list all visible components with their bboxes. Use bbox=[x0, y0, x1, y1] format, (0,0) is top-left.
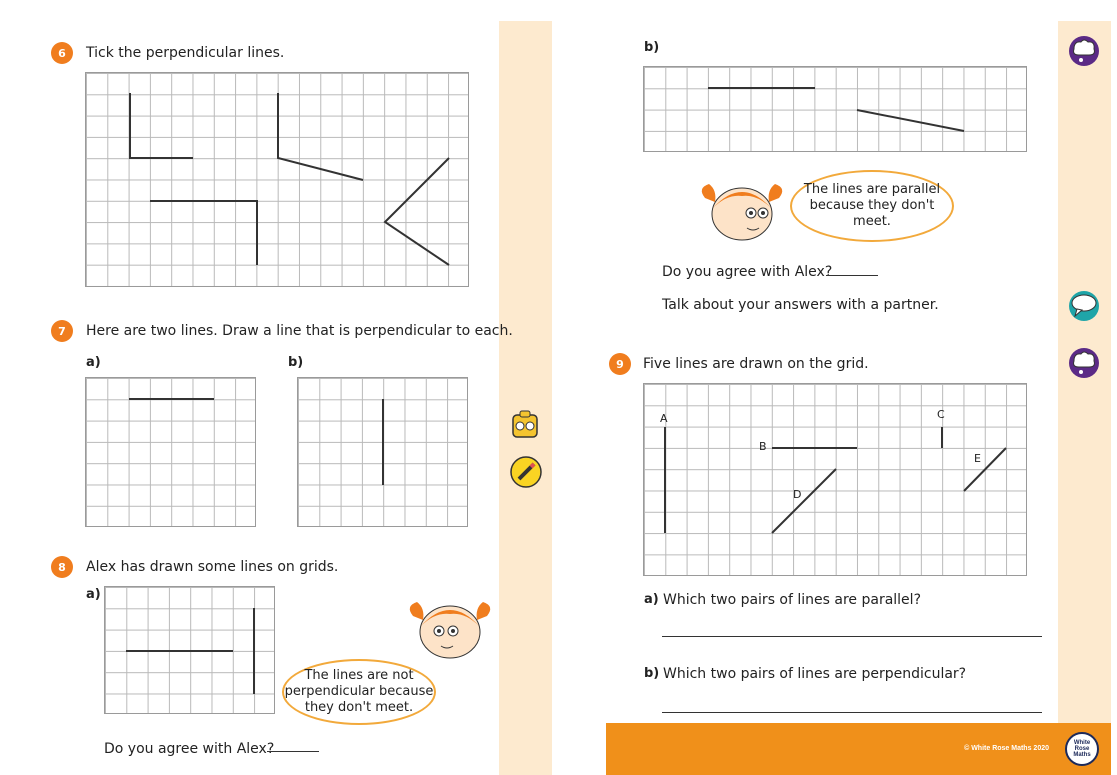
q7a-grid[interactable] bbox=[85, 377, 256, 527]
q7a-lines bbox=[86, 378, 257, 528]
alex-character-a bbox=[405, 598, 495, 660]
q9-line-d bbox=[772, 469, 836, 533]
q7-part-a-label: a) bbox=[86, 355, 101, 370]
q6-line-pair-2 bbox=[278, 93, 363, 180]
think-bubble-icon bbox=[1067, 34, 1101, 68]
alex-speech-bubble-b: The lines are parallel because they don't meet. bbox=[790, 170, 954, 242]
q9a-answer-line[interactable] bbox=[662, 636, 1042, 637]
q9-label-d: D bbox=[793, 488, 802, 501]
q8b-line-2 bbox=[857, 110, 964, 131]
q6-lines bbox=[86, 73, 470, 288]
pencil-icon bbox=[509, 455, 543, 489]
left-margin-strip bbox=[499, 21, 552, 775]
q8b-grid bbox=[643, 66, 1027, 152]
q9-part-b-question: Which two pairs of lines are perpendicular? bbox=[663, 666, 967, 682]
q7b-lines bbox=[298, 378, 469, 528]
alex-character-b bbox=[697, 180, 787, 242]
q9-line-e bbox=[964, 448, 1006, 491]
question-number-8: 8 bbox=[51, 556, 73, 578]
q6-line-pair-3 bbox=[150, 201, 257, 265]
q8-part-a-label: a) bbox=[86, 587, 101, 602]
q6-line-pair-1 bbox=[130, 93, 193, 158]
q8-part-b-label: b) bbox=[644, 40, 660, 55]
q9-label-b: B bbox=[759, 440, 767, 453]
q8a-grid bbox=[104, 586, 275, 714]
footer-copyright: © White Rose Maths 2020 bbox=[964, 745, 1049, 752]
q9-part-a-question: Which two pairs of lines are parallel? bbox=[663, 592, 921, 608]
q9-label-c: C bbox=[937, 408, 945, 421]
question-7-text: Here are two lines. Draw a line that is perpendicular to each. bbox=[86, 323, 513, 339]
q6-grid bbox=[85, 72, 469, 287]
question-number-9: 9 bbox=[609, 353, 631, 375]
question-number-7: 7 bbox=[51, 320, 73, 342]
q8-talk-instruction: Talk about your answers with a partner. bbox=[662, 297, 939, 313]
activity-dice-icon bbox=[509, 409, 541, 441]
q8a-agree-question: Do you agree with Alex? bbox=[104, 741, 275, 757]
q9b-answer-line[interactable] bbox=[662, 712, 1042, 713]
q8b-agree-question: Do you agree with Alex? bbox=[662, 264, 833, 280]
q9-part-a-label: a) bbox=[644, 592, 659, 607]
q8b-lines bbox=[644, 67, 1028, 153]
question-8-text: Alex has drawn some lines on grids. bbox=[86, 559, 339, 575]
q7-part-b-label: b) bbox=[288, 355, 304, 370]
q8a-lines bbox=[105, 587, 276, 715]
think-bubble-icon bbox=[1067, 346, 1101, 380]
q6-line-pair-4 bbox=[385, 158, 449, 265]
alex-speech-bubble-a: The lines are not perpendicular because they don't meet. bbox=[282, 659, 436, 725]
question-number-6: 6 bbox=[51, 42, 73, 64]
reason-bubble-icon bbox=[1067, 289, 1101, 323]
q7b-grid[interactable] bbox=[297, 377, 468, 527]
question-6-text: Tick the perpendicular lines. bbox=[86, 45, 285, 61]
page-footer bbox=[606, 723, 1111, 775]
q9-part-b-label: b) bbox=[644, 666, 660, 681]
q9-label-a: A bbox=[660, 412, 668, 425]
q8a-answer-blank[interactable] bbox=[267, 751, 319, 752]
white-rose-logo: White Rose Maths bbox=[1065, 732, 1099, 766]
q8b-answer-blank[interactable] bbox=[826, 275, 878, 276]
q9-grid bbox=[643, 383, 1027, 576]
q9-label-e: E bbox=[974, 452, 981, 465]
question-9-text: Five lines are drawn on the grid. bbox=[643, 356, 869, 372]
q9-lines bbox=[644, 384, 1028, 577]
